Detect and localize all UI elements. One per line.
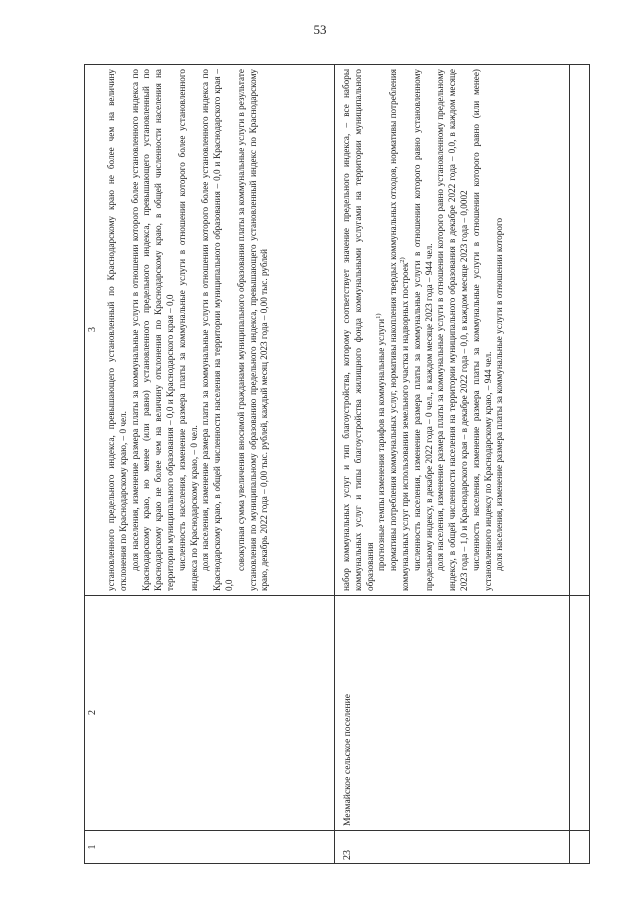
row-line-6: численность населения, изменение размера платы за коммунальные услуги в отношении которого равно (или менее) установленного индексу по Краснодарскому краю, – 944 чел. [470,69,493,591]
header-col-3: 3 [87,327,98,332]
row-line-7: доля населения, изменение размера платы за коммунальные услуги в отношении которого [494,217,505,571]
row-line-1: набор коммунальных услуг и тип благоустройства, которому соответствует значение предельного индекса, – все наборы коммунальных услуг и типы благоустройства жилищного фонда коммунальными услугами на территории муниципального образования [341,69,375,591]
header-col-2: 2 [87,710,98,715]
continuation-line-1: установленного предельного индекса, превышающего установленный по Краснодарскому краю не более чем на величину отклонения по Краснодарскому краю, – 0 чел. [106,69,128,591]
settlement-name: Мезмайское сельское поселение [342,693,353,826]
rotated-table-frame [84,64,590,864]
continuation-text [106,69,336,591]
row-number: 23 [342,850,353,860]
row-line-2: прогнозные темпы изменения тарифов на коммунальные услуги$^{1)}$ [375,313,387,571]
footnote-mark-1: 1) [375,313,383,319]
page-number: 53 [313,22,327,37]
rotated-content [84,64,590,864]
footnote-mark-2: 2) [398,257,406,263]
continuation-line-2: доля населения, изменение размера платы за коммунальные услуги в отношении которого более установленного индекса по Краснодарскому краю, но менее (или равно) установленного предельного индекса, превышающего установленный по Краснодарскому краю не более чем на величину отклонения по Краснодарскому краю, в общей численности населения на территории муниципального образования – 0,0 и Краснодарского края – 0,0 [129,69,175,591]
row-23-text [341,69,589,591]
row-line-4: численность населения, изменение размера платы за коммунальные услуги в отношении которого равно установленному предельному индексу, в декабре 2022 года – 0 чел., в каждом месяце 2023 года – 944 чел. [411,69,434,591]
row-line-3: нормативы потребления коммунальных услуг, нормативы накопления твердых коммунальных отходов, нормативы потребления коммунальных услуг при использовании земельного участка и надворных построек$^{2)}$ [388,69,410,591]
header-col-1: 1 [87,844,98,850]
continuation-line-3: численность населения, изменение размера платы за коммунальные услуги в отношении которого более установленного индекса по Краснодарскому краю, – 0 чел. [176,69,199,591]
row-line-5: доля населения, изменение размера платы за коммунальные услуги в отношении которого равно установленному предельному индексу, в общей численности населения на территории муниципального образования в декабре 2022 года – 0,0, в каждом месяце 2023 года – 1,0 и Краснодарского края – в декабре 2022 года – 0,0, в каждом месяце 2023 года – 0,0002 [435,69,469,591]
continuation-line-5: совокупная сумма увеличения вносимой гражданами муниципального образования платы за коммунальные услуги в результате установления по муниципальному образованию предельного индекса, превышающего установленный индекс по Краснодарскому краю, декабрь 2022 года – 0,00 тыс. рублей, каждый месяц 2023 года – 0,00 тыс. рублей [235,69,270,591]
continuation-line-4: доля населения, изменение размера платы за коммунальные услуги в отношении которого более установленного индекса по Краснодарскому краю, в общей численности населения на территории муниципального образования – 0,0 и Краснодарского края – 0,0 [200,69,234,591]
